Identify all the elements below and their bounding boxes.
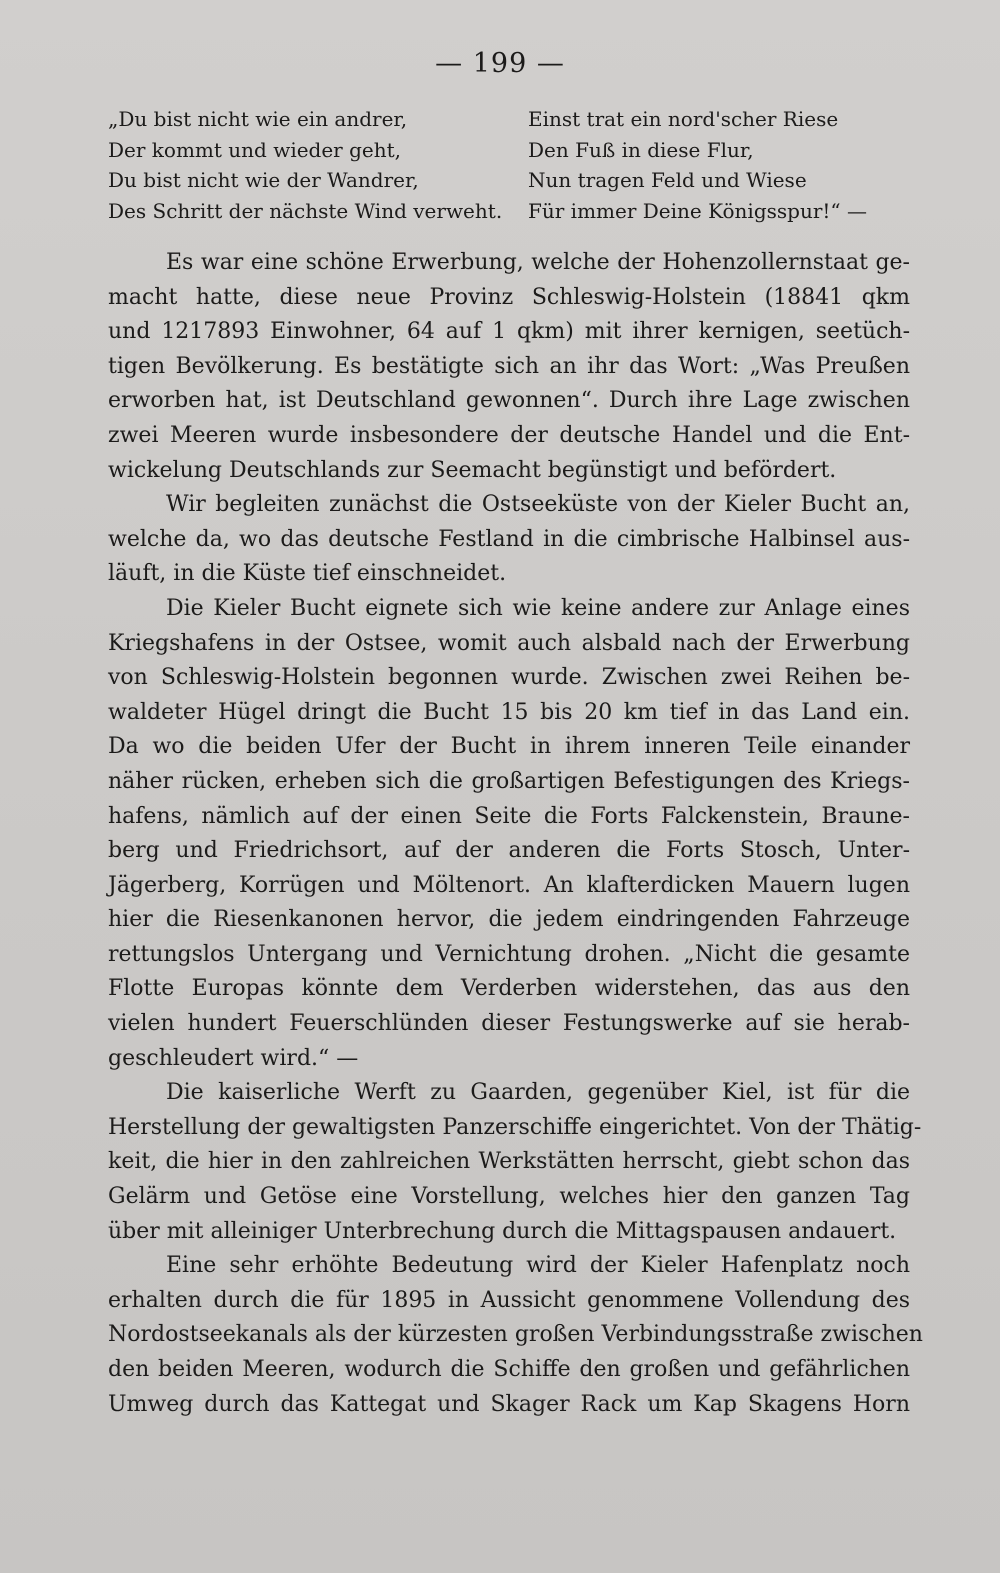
text-line: hier die Riesenkanonen hervor, die jedem eindringenden Fahrzeuge <box>108 907 910 933</box>
poem-verse: Du bist nicht wie der Wandrer, <box>108 168 419 192</box>
poem-verse: „Du bist nicht wie ein andrer, <box>108 107 408 131</box>
body-text <box>108 246 923 1422</box>
text-line: erworben hat, ist Deutschland gewonnen“. Durch ihre Lage zwischen <box>108 388 910 414</box>
page-number: — 199 — <box>435 48 565 79</box>
text-line: hafens, nämlich auf der einen Seite die Forts Falckenstein, Braune- <box>108 803 910 829</box>
poem-verse: Der kommt und wieder geht, <box>108 137 402 162</box>
text-line: berg und Friedrichsort, auf der anderen die Forts Stosch, Unter- <box>108 838 910 864</box>
text-line: von Schleswig-Holstein begonnen wurde. Zwischen zwei Reihen be- <box>108 665 910 691</box>
poem-block <box>108 104 908 226</box>
text-line: Wir begleiten zunächst die Ostseeküste von der Kieler Bucht an, <box>166 492 910 518</box>
poem-verse: Den Fuß in diese Flur, <box>528 137 754 162</box>
text-line: Die Kieler Bucht eignete sich wie keine andere zur Anlage eines <box>166 595 910 621</box>
text-line: vielen hundert Feuerschlünden dieser Festungswerke auf sie herab- <box>108 1011 910 1037</box>
text-line: und 1217893 Einwohner, 64 auf 1 qkm) mit ihrer kernigen, seetüch- <box>108 319 910 345</box>
text-line: Kriegshafens in der Ostsee, womit auch alsbald nach der Erwerbung <box>108 630 910 656</box>
text-line: den beiden Meeren, wodurch die Schiffe den großen und gefährlichen <box>108 1357 910 1382</box>
text-line: läuft, in die Küste tief einschneidet. <box>108 561 507 587</box>
text-line: rettungslos Untergang und Vernichtung drohen. „Nicht die gesamte <box>108 941 910 967</box>
text-line: erhalten durch die für 1895 in Aussicht genommene Vollendung des <box>108 1287 910 1313</box>
text-line: zwei Meeren wurde insbesondere der deutsche Handel und die Ent- <box>108 422 910 448</box>
text-line: welche da, wo das deutsche Festland in die cimbrische Halbinsel aus- <box>108 526 910 552</box>
text-line: Herstellung der gewaltigsten Panzerschiffe eingerichtet. Von der Thätig- <box>108 1114 922 1140</box>
text-line: tigen Bevölkerung. Es bestätigte sich an ihr das Wort: „Was Preußen <box>108 353 910 379</box>
poem-verse: Einst trat ein nord'scher Riese <box>528 107 839 131</box>
poem-verse: Für immer Deine Königsspur!“ — <box>528 198 868 223</box>
text-line: Es war eine schöne Erwerbung, welche der Hohenzollernstaat ge- <box>166 250 910 275</box>
poem-stanza-left <box>108 104 508 226</box>
text-line: Die kaiserliche Werft zu Gaarden, gegenüber Kiel, ist für die <box>166 1080 910 1106</box>
text-line: Gelärm und Getöse eine Vorstellung, welches hier den ganzen Tag <box>108 1184 910 1210</box>
text-line: Eine sehr erhöhte Bedeutung wird der Kieler Hafenplatz noch <box>166 1253 910 1279</box>
text-line: wickelung Deutschlands zur Seemacht begünstigt und befördert. <box>108 457 837 483</box>
text-line: Nordostseekanals als der kürzesten großen Verbindungsstraße zwischen <box>108 1322 923 1348</box>
text-line: keit, die hier in den zahlreichen Werkstätten herrscht, giebt schon das <box>108 1149 910 1175</box>
text-line: Da wo die beiden Ufer der Bucht in ihrem inneren Teile einander <box>108 734 910 760</box>
text-line: näher rücken, erheben sich die großartigen Befestigungen des Kriegs- <box>108 768 910 794</box>
text-line: geschleudert wird.“ — <box>108 1045 359 1071</box>
text-line: Umweg durch das Kattegat und Skager Rack um Kap Skagens Horn <box>108 1391 910 1417</box>
text-line: waldeter Hügel dringt die Bucht 15 bis 20 km tief in das Land ein. <box>108 699 910 725</box>
poem-stanza-right <box>528 104 908 226</box>
poem-verse: Nun tragen Feld und Wiese <box>528 168 807 192</box>
text-line: Jägerberg, Korrügen und Möltenort. An klafterdicken Mauern lugen <box>108 872 910 898</box>
text-line: macht hatte, diese neue Provinz Schleswig-Holstein (18841 qkm <box>108 284 910 310</box>
text-line: Flotte Europas könnte dem Verderben widerstehen, das aus den <box>108 976 910 1002</box>
poem-verse: Des Schritt der nächste Wind verweht. <box>108 198 503 223</box>
text-line: über mit alleiniger Unterbrechung durch die Mittagspausen andauert. <box>108 1218 897 1244</box>
